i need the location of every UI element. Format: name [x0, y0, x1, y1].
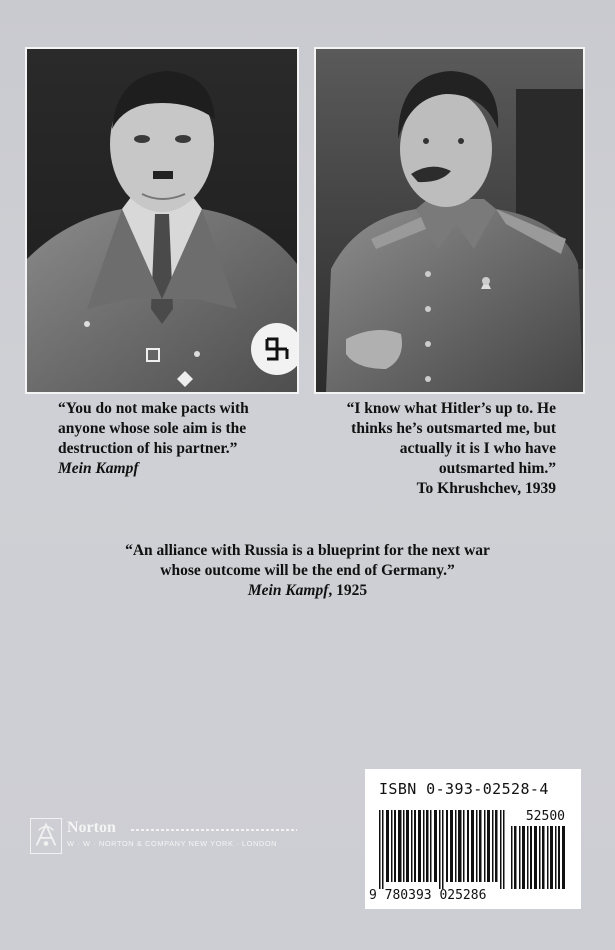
quote-line: whose outcome will be the end of Germany.” — [160, 562, 455, 579]
publisher-imprint — [30, 818, 300, 858]
publisher-rule — [131, 829, 297, 831]
hitler-photo — [25, 47, 299, 394]
quote-source: To Khrushchev, 1939 — [416, 480, 556, 497]
quote-line: destruction of his partner.” — [58, 440, 238, 457]
price-code: 52500 — [525, 809, 565, 824]
quote-line: “I know what Hitler’s up to. He — [346, 400, 556, 417]
quote-line: outsmarted him.” — [438, 460, 556, 477]
quote-source-title: Mein Kampf — [247, 582, 329, 599]
ean-number: 9 780393 025286 — [369, 888, 487, 903]
isbn-number: ISBN 0-393-02528-4 — [379, 780, 549, 798]
quote-source: Mein Kampf — [58, 460, 139, 477]
stalin-photo — [314, 47, 585, 394]
norton-seal-icon — [30, 818, 62, 854]
quote-center — [60, 541, 555, 601]
isbn-barcode — [365, 769, 581, 909]
quote-source-year: , 1925 — [328, 582, 368, 599]
quote-source — [60, 581, 555, 601]
quote-line: “You do not make pacts with — [58, 400, 249, 417]
publisher-name: Norton — [67, 819, 116, 836]
price-barcode-bars — [511, 826, 565, 889]
ean-barcode-bars — [379, 810, 505, 889]
quote-line: actually it is I who have — [399, 440, 556, 457]
quote-line: anyone whose sole aim is the — [58, 420, 247, 437]
quote-right — [330, 399, 556, 499]
quote-line: thinks he’s outsmarted me, but — [351, 420, 556, 437]
publisher-line: W · W · NORTON & COMPANY NEW YORK · LONDON — [67, 839, 278, 848]
quote-line: “An alliance with Russia is a blueprint for the next war — [125, 542, 490, 559]
quote-left — [58, 399, 298, 479]
